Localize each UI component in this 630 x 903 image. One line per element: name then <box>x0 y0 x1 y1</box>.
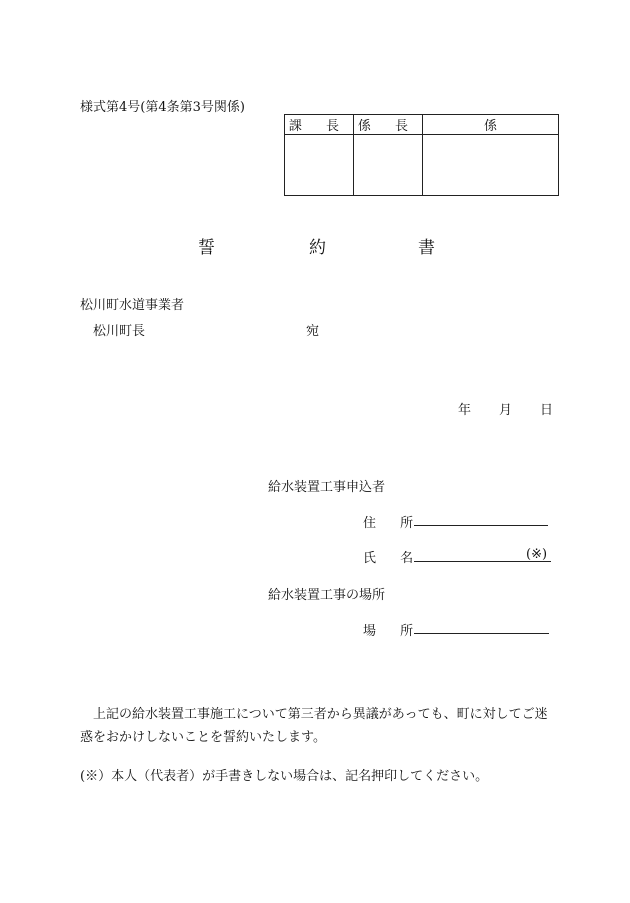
approval-header-row <box>285 115 559 135</box>
document-title-char-3: 書 <box>418 238 435 258</box>
stamp-cell-section-chief <box>285 135 354 196</box>
approval-header-subsection-chief: 係 長 <box>354 115 423 135</box>
document-title-char-1: 誓 <box>198 238 215 258</box>
approval-header-staff: 係 <box>423 115 559 135</box>
address-label: 住 所 <box>363 516 424 531</box>
name-seal-mark: (※) <box>526 547 548 562</box>
document-title-char-2: 約 <box>309 238 326 258</box>
location-label: 場 所 <box>363 624 424 639</box>
addressee-suffix: 宛 <box>306 324 320 339</box>
applicant-heading: 給水装置工事申込者 <box>268 480 386 495</box>
stamp-cell-staff <box>423 135 559 196</box>
date-year-label: 年 <box>458 403 472 418</box>
approval-stamp-row <box>285 135 559 196</box>
name-label: 氏 名 <box>363 551 424 566</box>
address-field-line <box>414 525 548 526</box>
approval-header-section-chief: 課 長 <box>285 115 354 135</box>
date-day-label: 日 <box>540 403 554 418</box>
addressee-name: 松川町長 <box>93 324 146 339</box>
addressee-organization: 松川町水道事業者 <box>80 298 185 313</box>
location-field-line <box>414 633 549 634</box>
approval-stamp-table <box>284 114 559 196</box>
location-heading: 給水装置工事の場所 <box>268 588 386 603</box>
date-month-label: 月 <box>499 403 513 418</box>
pledge-body-text: 上記の給水装置工事施工について第三者から異議があっても、町に対してご迷惑をおかけしないことを誓約いたします。 <box>80 707 548 745</box>
footnote: (※）本人（代表者）が手書きしない場合は、記名押印してください。 <box>80 769 489 784</box>
stamp-cell-subsection-chief <box>354 135 423 196</box>
form-number: 様式第4号(第4条第3号関係) <box>80 100 245 115</box>
